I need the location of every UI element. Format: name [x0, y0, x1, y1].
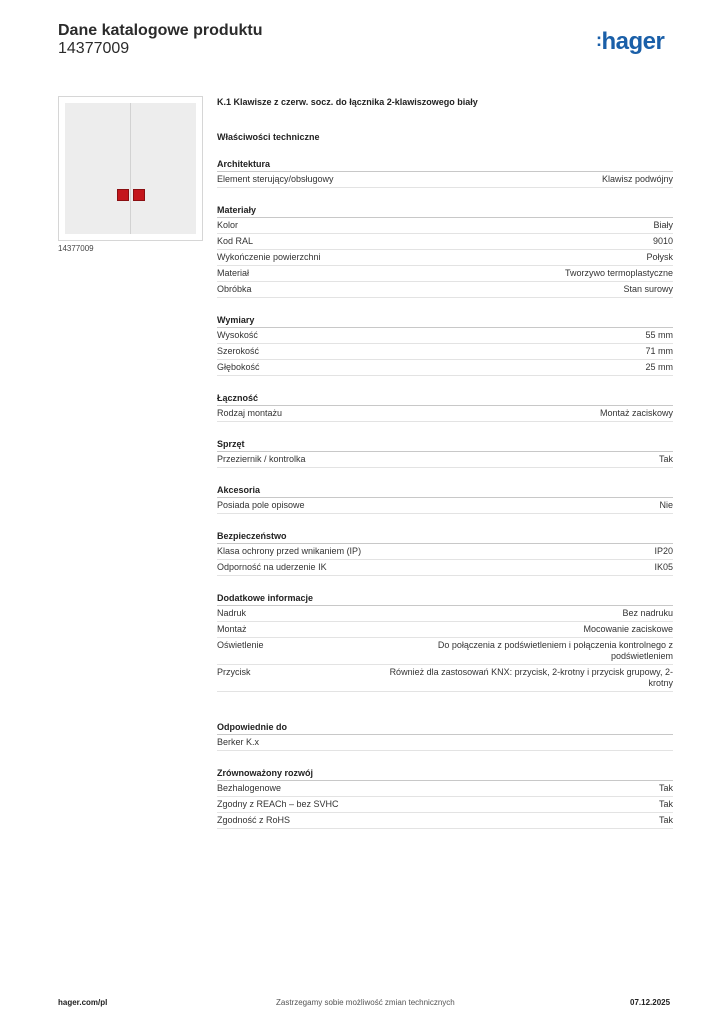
spec-section [217, 485, 673, 514]
spec-section [217, 531, 673, 576]
product-image-frame [58, 96, 203, 241]
spec-value: Do połączenia z podświetleniem i połączenia kontrolnego z podświetleniem [437, 640, 673, 661]
spec-value: Połysk [646, 252, 673, 262]
spec-value: Klawisz podwójny [601, 174, 673, 184]
spec-value: Tak [658, 454, 673, 464]
spec-value: Mocowanie zaciskowe [583, 624, 673, 634]
spec-row [217, 266, 673, 282]
spec-row [217, 452, 673, 468]
spec-label: Zgodność z RoHS [217, 815, 291, 825]
spec-label: Odporność na uderzenie IK [217, 562, 327, 572]
spec-label: Berker K.x [217, 737, 260, 747]
spec-label: Materiał [217, 268, 250, 278]
product-image [65, 103, 196, 234]
spec-section [217, 315, 673, 376]
spec-value: Stan surowy [623, 284, 673, 294]
spec-value: Nie [659, 500, 673, 510]
spec-row [217, 172, 673, 188]
spec-row [217, 282, 673, 298]
spec-row [217, 622, 673, 638]
spec-label: Nadruk [217, 608, 247, 618]
spec-row [217, 360, 673, 376]
spec-section [217, 205, 673, 298]
spec-label: Głębokość [217, 362, 260, 372]
spec-value: Tak [658, 815, 673, 825]
spec-row [217, 328, 673, 344]
spec-row [217, 498, 673, 514]
spec-section-title: Materiały [217, 205, 673, 218]
spec-section [217, 393, 673, 422]
technical-properties-title: Właściwości techniczne [217, 132, 320, 142]
spec-row [217, 234, 673, 250]
spec-value: 71 mm [645, 346, 673, 356]
spec-label: Kod RAL [217, 236, 254, 246]
spec-label: Wysokość [217, 330, 258, 340]
spec-value: Tak [658, 783, 673, 793]
spec-value: 55 mm [645, 330, 673, 340]
spec-row [217, 813, 673, 829]
spec-value: Montaż zaciskowy [599, 408, 673, 418]
spec-label: Rodzaj montażu [217, 408, 283, 418]
spec-value: Również dla zastosowań KNX: przycisk, 2-krotny i przycisk grupowy, 2-krotny [389, 667, 673, 688]
spec-row [217, 218, 673, 234]
spec-row [217, 606, 673, 622]
spec-value: IK05 [654, 562, 673, 572]
footer-disclaimer: Zastrzegamy sobie możliwość zmian technicznych [276, 998, 455, 1007]
spec-row [217, 781, 673, 797]
spec-row [217, 665, 673, 692]
spec-row [217, 560, 673, 576]
spec-section-title: Akcesoria [217, 485, 673, 498]
spec-value: Bez nadruku [622, 608, 673, 618]
red-lens-left [117, 189, 129, 201]
hager-logo [596, 28, 664, 56]
spec-section-title: Sprzęt [217, 439, 673, 452]
spec-label: Element sterujący/obsługowy [217, 174, 334, 184]
spec-section [217, 722, 673, 751]
rocker-seam [130, 103, 131, 234]
spec-section-title: Odpowiednie do [217, 722, 673, 735]
spec-row [217, 406, 673, 422]
spec-label: Wykończenie powierzchni [217, 252, 321, 262]
spec-section-title: Wymiary [217, 315, 673, 328]
spec-value: Biały [653, 220, 673, 230]
spec-label: Przeziernik / kontrolka [217, 454, 306, 464]
spec-section [217, 159, 673, 188]
spec-label: Kolor [217, 220, 239, 230]
product-code: 14377009 [58, 40, 130, 57]
spec-label: Przycisk [217, 667, 251, 677]
footer-website: hager.com/pl [58, 998, 108, 1007]
spec-row [217, 250, 673, 266]
spec-value: Tak [658, 799, 673, 809]
spec-value [387, 737, 673, 748]
spec-row [217, 544, 673, 560]
spec-value: 9010 [652, 236, 673, 246]
spec-sections [217, 159, 673, 829]
spec-value: IP20 [654, 546, 673, 556]
product-name: K.1 Klawisze z czerw. socz. do łącznika 2-klawiszowego biały [217, 97, 478, 107]
spec-section-title: Zrównoważony rozwój [217, 768, 673, 781]
spec-label: Bezhalogenowe [217, 783, 282, 793]
logo-text: hager [601, 28, 665, 55]
spec-value: Tworzywo termoplastyczne [564, 268, 673, 278]
red-lens-right [133, 189, 145, 201]
spec-value: 25 mm [645, 362, 673, 372]
spec-section-title: Łączność [217, 393, 673, 406]
spec-row [217, 735, 673, 751]
spec-label: Klasa ochrony przed wnikaniem (IP) [217, 546, 362, 556]
spec-section-title: Architektura [217, 159, 673, 172]
spec-section [217, 593, 673, 692]
spec-row [217, 344, 673, 360]
spec-section-title: Bezpieczeństwo [217, 531, 673, 544]
spec-label: Obróbka [217, 284, 252, 294]
spec-row [217, 797, 673, 813]
spec-row [217, 638, 673, 665]
product-spec-sheet [217, 97, 673, 829]
logo-mark: : [596, 30, 602, 50]
spec-label: Zgodny z REACh – bez SVHC [217, 799, 339, 809]
spec-label: Oświetlenie [217, 640, 264, 650]
page-title: Dane katalogowe produktu [58, 22, 263, 39]
spec-label: Montaż [217, 624, 247, 634]
spec-label: Szerokość [217, 346, 260, 356]
spec-section [217, 768, 673, 829]
spec-label: Posiada pole opisowe [217, 500, 305, 510]
footer-date: 07.12.2025 [630, 998, 671, 1007]
spec-section-title: Dodatkowe informacje [217, 593, 673, 606]
spec-section [217, 439, 673, 468]
product-image-caption: 14377009 [58, 244, 94, 253]
